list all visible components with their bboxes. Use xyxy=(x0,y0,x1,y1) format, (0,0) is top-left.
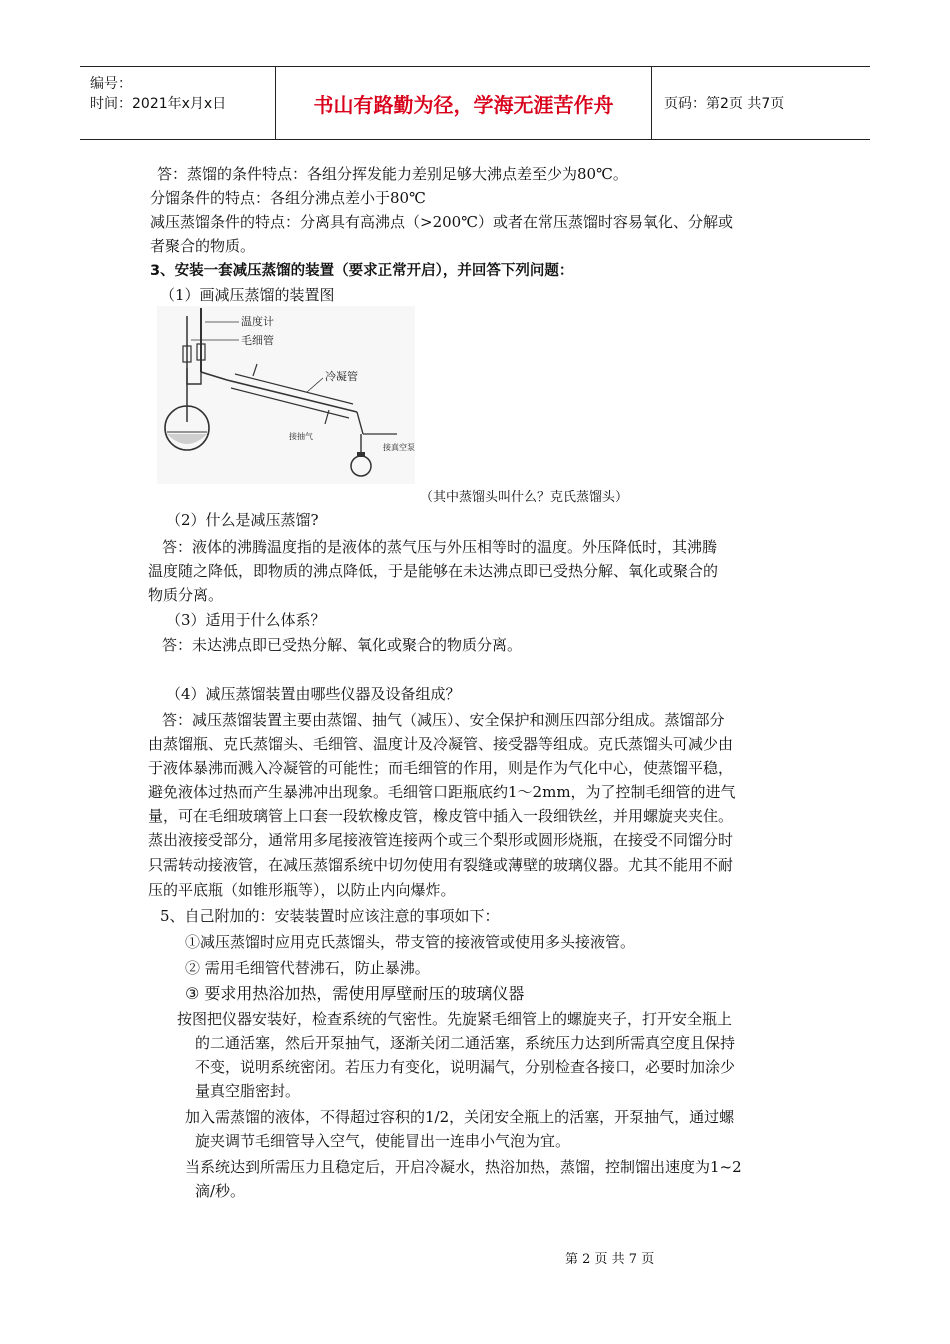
thermometer-label: 温度计 xyxy=(241,315,274,328)
text-line: 蒸出液接受部分，通常用多尾接液管连接两个或三个梨形或圆形烧瓶，在接受不同馏分时 xyxy=(148,831,734,849)
text-line: 于液体暴沸而溅入冷凝管的可能性；而毛细管的作用，则是作为气化中心，使蒸馏平稳， xyxy=(148,759,734,777)
text-line: 当系统达到所需压力且稳定后，开启冷凝水，热浴加热，蒸馏，控制馏出速度为1~2 xyxy=(185,1158,742,1176)
lower-right-label: 接真空泵 xyxy=(383,443,415,452)
list-item: ③ 要求用热浴加热，需使用厚壁耐压的玻璃仪器 xyxy=(185,984,525,1003)
text-line: 温度随之降低，即物质的沸点降低，于是能够在未达沸点即已受热分解、氧化或聚合的 xyxy=(148,562,719,580)
section-heading: 5、自己附加的：安装装置时应该注意的事项如下： xyxy=(160,907,500,925)
text-line: 旋夹调节毛细管导入空气，使能冒出一连串小气泡为宜。 xyxy=(195,1132,571,1150)
capillary-label: 毛细管 xyxy=(241,334,274,347)
text-line: 者聚合的物质。 xyxy=(150,237,256,255)
text-line: 只需转动接液管，在减压蒸馏系统中切勿使用有裂缝或薄壁的玻璃仪器。尤其不能用不耐 xyxy=(148,856,734,874)
header-left-cell xyxy=(80,67,276,139)
list-item: ①减压蒸馏时应用克氏蒸馏头，带支管的接液管或使用多头接液管。 xyxy=(185,933,636,951)
text-line: 减压蒸馏条件的特点：分离具有高沸点（>200℃）或者在常压蒸馏时容易氧化、分解或 xyxy=(150,213,733,231)
text-line: （1）画减压蒸馏的装置图 xyxy=(160,286,335,304)
page-footer: 第 2 页 共 7 页 xyxy=(565,1252,655,1267)
header-page-info: 页码：第2页 共7页 xyxy=(664,96,785,112)
question-heading: （2）什么是减压蒸馏? xyxy=(166,511,319,529)
header-middle-cell xyxy=(276,67,652,139)
text-line: 压的平底瓶（如锥形瓶等），以防止内向爆炸。 xyxy=(148,881,456,899)
text-line: 量真空脂密封。 xyxy=(195,1082,301,1100)
text-line: 分馏条件的特点：各组分沸点差小于80℃ xyxy=(150,189,426,207)
figure-caption: （其中蒸馏头叫什么？克氏蒸馏头） xyxy=(420,490,629,505)
document-time-label: 时间：2021年x月x日 xyxy=(90,96,227,112)
apparatus-drawing xyxy=(157,306,415,484)
question-heading: （4）减压蒸馏装置由哪些仪器及设备组成？ xyxy=(166,685,461,703)
text-line: 按图把仪器安装好，检查系统的气密性。先旋紧毛细管上的螺旋夹子，打开安全瓶上 xyxy=(177,1010,733,1028)
text-line: 滴/秒。 xyxy=(195,1182,246,1200)
lower-left-label: 接抽气 xyxy=(289,432,313,441)
text-line: 的二通活塞，然后开泵抽气，逐渐关闭二通活塞，系统压力达到所需真空度且保持 xyxy=(195,1034,736,1052)
condenser-label: 冷凝管 xyxy=(325,370,358,383)
list-item: ② 需用毛细管代替沸石，防止暴沸。 xyxy=(185,959,430,977)
question-heading: （3）适用于什么体系？ xyxy=(166,611,326,629)
text-line: 由蒸馏瓶、克氏蒸馏头、毛细管、温度计及冷凝管、接受器等组成。克氏蒸馏头可减少由 xyxy=(148,735,734,753)
text-line: 答：未达沸点即已受热分解、氧化或聚合的物质分离。 xyxy=(162,636,523,654)
vacuum-distillation-diagram xyxy=(157,306,415,484)
text-line: 量，可在毛细玻璃管上口套一段软橡皮管，橡皮管中插入一段细铁丝，并用螺旋夹夹住。 xyxy=(148,807,734,825)
text-line: 答：减压蒸馏装置主要由蒸馏、抽气（减压）、安全保护和测压四部分组成。蒸馏部分 xyxy=(162,711,725,729)
header-motto: 书山有路勤为径，学海无涯苦作舟 xyxy=(313,93,614,117)
text-line: 答：液体的沸腾温度指的是液体的蒸气压与外压相等时的温度。外压降低时，其沸腾 xyxy=(162,538,718,556)
text-line: 不变，说明系统密闭。若压力有变化，说明漏气，分别检查各接口，必要时加涂少 xyxy=(195,1058,736,1076)
text-line: 加入需蒸馏的液体，不得超过容积的1/2，关闭安全瓶上的活塞，开泵抽气，通过螺 xyxy=(185,1108,735,1126)
text-line: 物质分离。 xyxy=(148,586,224,604)
header-right-cell xyxy=(652,67,870,139)
text-line: 答：蒸馏的条件特点：各组分挥发能力差别足够大沸点差至少为80℃。 xyxy=(157,165,628,183)
page-header xyxy=(80,66,870,140)
document-number-label: 编号： xyxy=(90,76,132,92)
text-line: 避免液体过热而产生暴沸冲出现象。毛细管口距瓶底约1～2mm，为了控制毛细管的进气 xyxy=(148,783,736,801)
section-heading: 3、安装一套减压蒸馏的装置（要求正常开启），并回答下列问题： xyxy=(150,263,574,279)
